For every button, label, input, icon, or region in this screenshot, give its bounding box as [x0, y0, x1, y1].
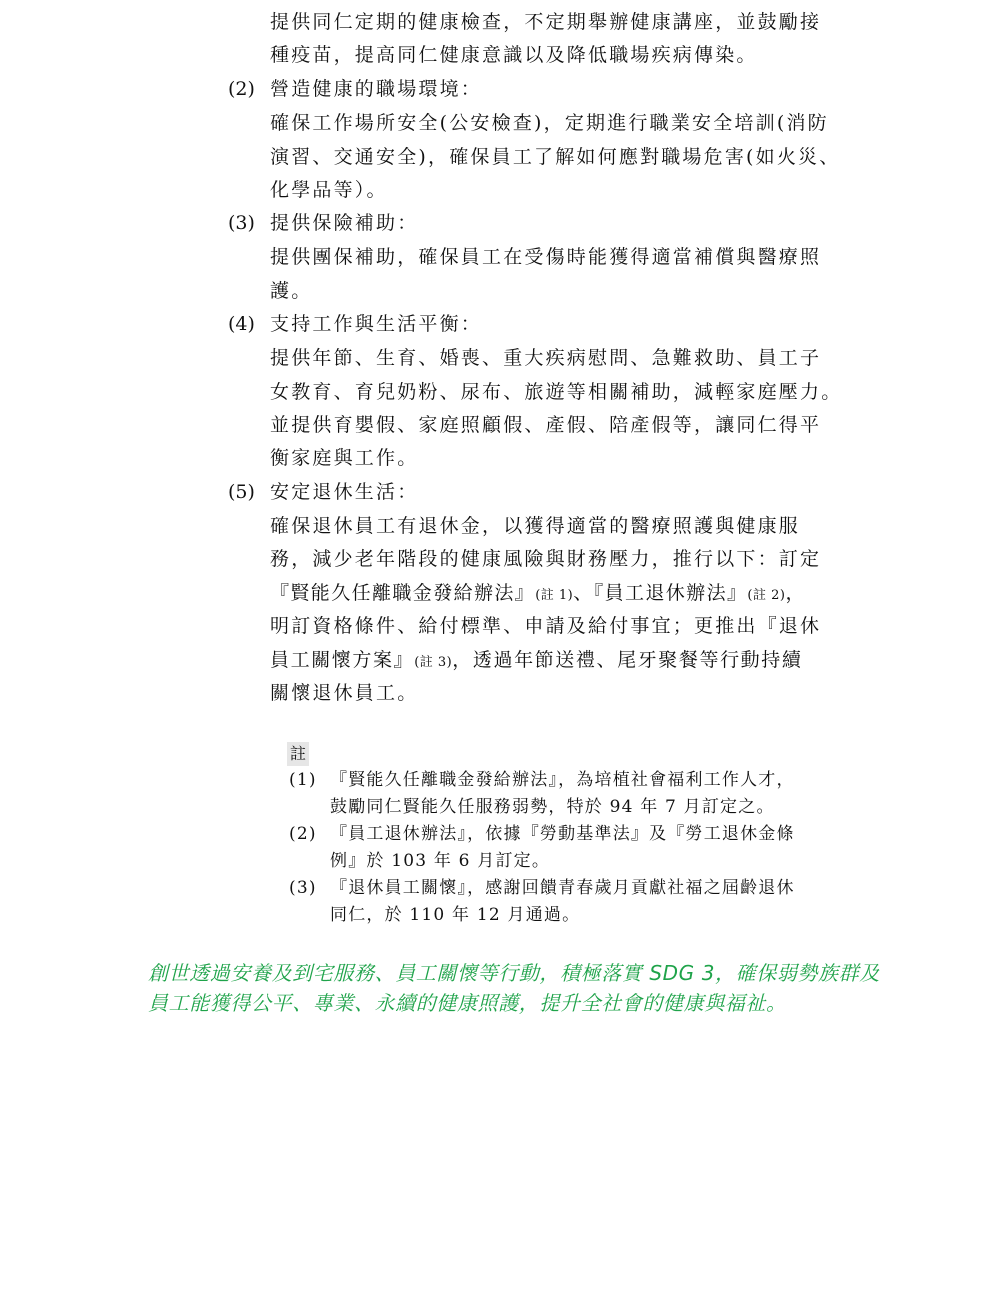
item-4-title: 支持工作與生活平衡：	[270, 313, 483, 335]
item-5-line-6: 關懷退休員工。	[270, 682, 419, 704]
item-2-number: (2)	[228, 78, 255, 100]
summary-line-2: 員工能獲得公平、專業、永續的健康照護，提升全社會的健康與福祉。	[148, 991, 787, 1015]
note-1-line-2: 鼓勵同仁賢能久任服務弱勢，特於 94 年 7 月訂定之。	[330, 797, 775, 817]
item-3-number: (3)	[228, 212, 255, 234]
item-2-title: 營造健康的職場環境：	[270, 78, 483, 100]
note-3-number: (3)	[289, 878, 317, 898]
item-5-line-3	[270, 581, 806, 608]
note-1-line-1: 『賢能久任離職金發給辦法』，為培植社會福利工作人才，	[330, 770, 795, 790]
note-ref-1: (註 1)	[535, 588, 574, 603]
comma: ，	[785, 582, 806, 604]
rule-name-2: 、『員工退休辦法』	[573, 582, 748, 604]
note-2-line-2: 例』於 103 年 6 月訂定。	[330, 851, 551, 871]
note-3-line-2: 同仁，於 110 年 12 月通過。	[330, 905, 581, 925]
note-ref-2: (註 2)	[747, 588, 786, 603]
rule-name-1: 『賢能久任離職金發給辦法』	[270, 582, 536, 604]
item-4-number: (4)	[228, 313, 255, 335]
note-1-number: (1)	[289, 770, 317, 790]
summary-line-1: 創世透過安養及到宅服務、員工關懷等行動，積極落實 SDG 3，確保弱勢族群及	[148, 961, 880, 985]
notes-label: 註	[287, 742, 309, 766]
item-5-line-4: 明訂資格條件、給付標準、申請及給付事宜；更推出『退休	[270, 615, 822, 637]
item-5-line-1: 確保退休員工有退休金，以獲得適當的醫療照護與健康服	[270, 515, 801, 537]
item-4-line-2: 女教育、育兒奶粉、尿布、旅遊等相關補助，減輕家庭壓力。	[270, 381, 843, 403]
note-3-line-1: 『退休員工關懷』，感謝回饋青春歲月貢獻社福之屆齡退休	[330, 878, 795, 898]
item-5-line-5-rest: ，透過年節送禮、尾牙聚餐等行動持續	[452, 649, 803, 671]
item-3-line-1: 提供團保補助，確保員工在受傷時能獲得適當補償與醫療照	[270, 246, 822, 268]
item-4-line-1: 提供年節、生育、婚喪、重大疾病慰問、急難救助、員工子	[270, 347, 822, 369]
item-2-line-3: 化學品等）。	[270, 179, 388, 201]
note-ref-3: (註 3)	[414, 655, 453, 670]
item-5-line-5	[270, 648, 802, 675]
item-2-line-2: 演習、交通安全)，確保員工了解如何應對職場危害(如火災、	[270, 146, 841, 168]
intro-line-2: 種疫苗，提高同仁健康意識以及降低職場疾病傳染。	[270, 44, 758, 66]
item-4-line-4: 衡家庭與工作。	[270, 447, 419, 469]
item-2-line-1: 確保工作場所安全(公安檢查)，定期進行職業安全培訓(消防	[270, 112, 829, 134]
item-3-title: 提供保險補助：	[270, 212, 419, 234]
item-3-line-2: 護。	[270, 280, 313, 302]
rule-name-3: 員工關懷方案』	[270, 649, 415, 671]
intro-line-1: 提供同仁定期的健康檢查，不定期舉辦健康講座，並鼓勵接	[270, 11, 822, 33]
item-4-line-3: 並提供育嬰假、家庭照顧假、產假、陪產假等，讓同仁得平	[270, 414, 822, 436]
item-5-title: 安定退休生活：	[270, 481, 419, 503]
item-5-number: (5)	[228, 481, 255, 503]
note-2-line-1: 『員工退休辦法』，依據『勞動基準法』及『勞工退休金條	[330, 824, 795, 844]
item-5-line-2: 務，減少老年階段的健康風險與財務壓力，推行以下：訂定	[270, 548, 822, 570]
note-2-number: (2)	[289, 824, 317, 844]
